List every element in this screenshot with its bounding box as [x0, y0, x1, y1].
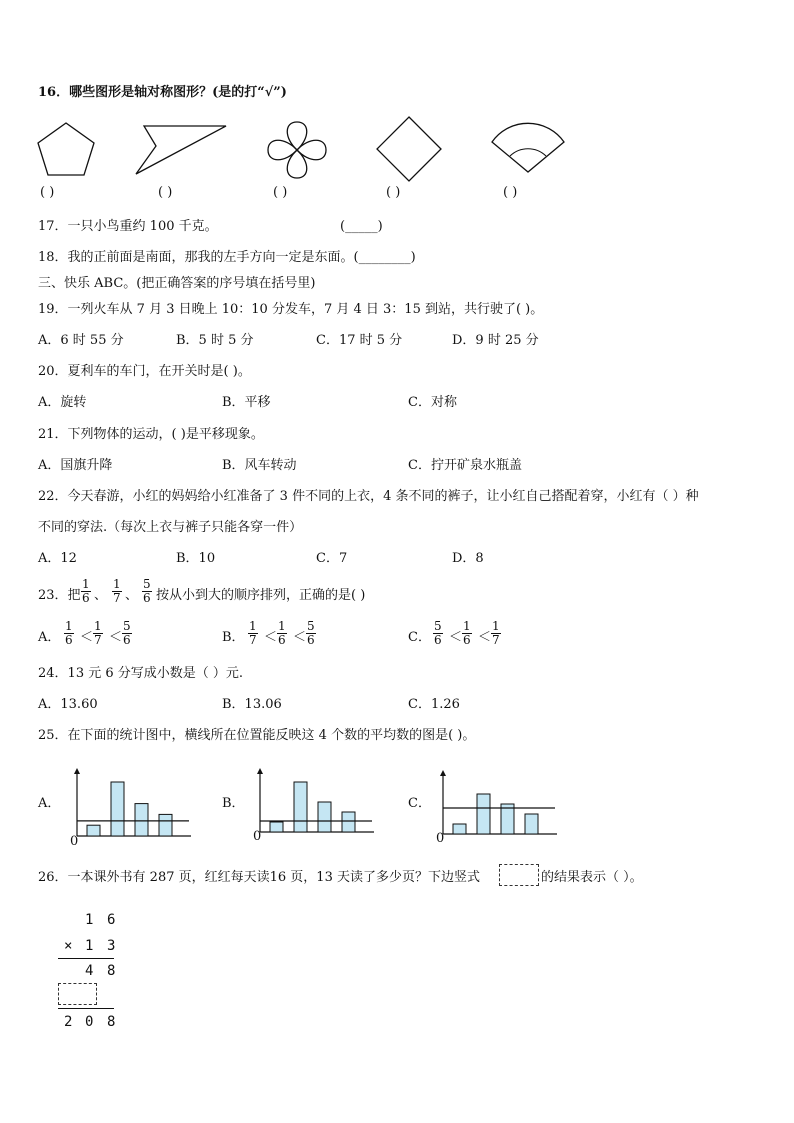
chart-c-bar-4	[525, 814, 538, 834]
q23-a-lt-1: ＜	[80, 630, 94, 645]
q23-c-lt-2: ＜	[478, 630, 492, 645]
q24-option-c[interactable]: C．1.26	[408, 697, 460, 712]
pentagon-shape	[38, 121, 96, 177]
mult-line-2	[58, 1008, 114, 1009]
q23-option-c-label[interactable]: C．	[408, 630, 431, 645]
chart-b-bar-1	[270, 822, 283, 832]
mult-row2-d1: 1	[85, 938, 94, 954]
mult-row1-d1: 1	[85, 912, 94, 928]
q18-prompt: 18．我的正前面是南面，那我的左手方向一定是东面。(________)	[38, 250, 416, 265]
mult-row2-d2: 3	[107, 938, 116, 954]
mult-dashed-box	[58, 983, 97, 1005]
q23-a-lt-2: ＜	[109, 630, 123, 645]
q24-option-a[interactable]: A．13.60	[38, 697, 98, 712]
chart-b-y-arrow	[257, 768, 263, 774]
q19-option-d[interactable]: D．9 时 25 分	[452, 333, 539, 348]
chart-c-y-arrow	[440, 770, 446, 776]
chart-c-bar-1	[453, 824, 466, 834]
q22-option-c[interactable]: C．7	[316, 551, 348, 566]
mult-times-sign: ×	[64, 938, 73, 954]
q24-option-b[interactable]: B．13.06	[222, 697, 282, 712]
q23-option-a-label[interactable]: A．	[38, 630, 61, 645]
q20-option-b[interactable]: B．平移	[222, 395, 271, 410]
q23-b-frac-1: $\frac{1}{7}$	[249, 619, 257, 647]
q26-prompt-part1: 26．一本课外书有 287 页，红红每天读16 页，13 天读了多少页？下边竖式	[38, 870, 480, 885]
q23-option-b-label[interactable]: B．	[222, 630, 245, 645]
chart-b-bar-4	[342, 812, 355, 832]
q25-chart-b	[258, 768, 376, 834]
q23-a-frac-1: $\frac{1}{6}$	[65, 619, 73, 647]
chart-a-bar-3	[135, 804, 148, 836]
q22-prompt-line1: 22．今天春游，小红的妈妈给小红准备了 3 件不同的上衣，4 条不同的裤子，让小红自己搭配着穿，小红有（ ）种	[38, 489, 699, 504]
q25-chart-c-zero: 0	[436, 831, 445, 846]
q24-prompt: 24．13 元 6 分写成小数是（ ）元.	[38, 666, 244, 681]
q20-option-c[interactable]: C．对称	[408, 395, 457, 410]
mult-row3-d2: 8	[107, 963, 116, 979]
q22-prompt-line2: 不同的穿法.（每次上衣与裤子只能各穿一件）	[38, 520, 303, 535]
chart-a-bar-2	[111, 782, 124, 836]
q22-option-b[interactable]: B．10	[176, 551, 216, 566]
chart-a-y-arrow	[74, 768, 80, 774]
q16-blank-4[interactable]: ( )	[386, 185, 401, 200]
q19-option-c[interactable]: C．17 时 5 分	[316, 333, 403, 348]
q23-a-frac-3: $\frac{5}{6}$	[123, 619, 131, 647]
q23-a-frac-2: $\frac{1}{7}$	[94, 619, 102, 647]
q16-prompt: 16．哪些图形是轴对称图形？(是的打“√”)	[38, 85, 287, 100]
q25-option-a-label[interactable]: A．	[38, 796, 61, 811]
q20-option-a[interactable]: A．旋转	[38, 395, 87, 410]
q16-blank-1[interactable]: ( )	[40, 185, 55, 200]
q25-option-b-label[interactable]: B．	[222, 796, 245, 811]
q23-c-lt-1: ＜	[449, 630, 463, 645]
q23-frac-1: $\frac{1}{6}$	[82, 577, 90, 605]
mult-row1-d2: 6	[107, 912, 116, 928]
q21-option-a[interactable]: A．国旗升降	[38, 458, 113, 473]
q23-frac-3: $\frac{5}{6}$	[143, 577, 151, 605]
chart-c-bar-2	[477, 794, 490, 834]
chart-a-bar-4	[159, 814, 172, 836]
chart-b-bar-3	[318, 802, 331, 832]
q23-c-frac-2: $\frac{1}{6}$	[463, 619, 471, 647]
q21-option-c[interactable]: C．拧开矿泉水瓶盖	[408, 458, 522, 473]
q23-sep-1: 、	[94, 588, 108, 603]
q23-suffix: 按从小到大的顺序排列，正确的是( )	[156, 588, 366, 603]
q25-chart-b-zero: 0	[253, 829, 262, 844]
chart-a-bar-1	[87, 825, 100, 836]
q16-blank-2[interactable]: ( )	[158, 185, 173, 200]
chart-b-bar-2	[294, 782, 307, 832]
q25-chart-a	[75, 768, 193, 838]
q19-option-b[interactable]: B．5 时 5 分	[176, 333, 254, 348]
mult-row3-d1: 4	[85, 963, 94, 979]
q23-b-frac-3: $\frac{5}{6}$	[307, 619, 315, 647]
q23-prefix: 23．把	[38, 588, 81, 603]
q23-c-frac-3: $\frac{1}{7}$	[492, 619, 500, 647]
q25-chart-c	[441, 770, 559, 836]
mult-row5-d2: 0	[85, 1014, 94, 1030]
q23-b-frac-2: $\frac{1}{6}$	[278, 619, 286, 647]
q25-option-c-label[interactable]: C．	[408, 796, 431, 811]
triangle-shape	[134, 124, 228, 176]
q23-frac-2: $\frac{1}{7}$	[113, 577, 121, 605]
q22-option-d[interactable]: D．8	[452, 551, 484, 566]
q25-chart-a-zero: 0	[70, 834, 79, 849]
q22-option-a[interactable]: A．12	[38, 551, 77, 566]
q21-option-b[interactable]: B．风车转动	[222, 458, 297, 473]
q17-prompt: 17．一只小鸟重约 100 千克。	[38, 219, 218, 234]
mult-row5-d1: 2	[64, 1014, 73, 1030]
four-leaf-shape	[266, 120, 328, 180]
fan-shape	[490, 118, 566, 174]
q23-b-lt-2: ＜	[293, 630, 307, 645]
q26-dashed-box	[499, 864, 539, 886]
mult-row5-d3: 8	[107, 1014, 116, 1030]
q23-c-frac-1: $\frac{5}{6}$	[434, 619, 442, 647]
q20-prompt: 20．夏利车的车门，在开关时是( )。	[38, 364, 251, 379]
q23-b-lt-1: ＜	[264, 630, 278, 645]
section-3-heading: 三、快乐 ABC。(把正确答案的序号填在括号里)	[38, 276, 316, 291]
q25-prompt: 25．在下面的统计图中，横线所在位置能反映这 4 个数的平均数的图是( )。	[38, 728, 476, 743]
q19-prompt: 19．一列火车从 7 月 3 日晚上 10：10 分发车，7 月 4 日 3：15 到站，共行驶了( )。	[38, 302, 544, 317]
q26-prompt-part2: 的结果表示（ ）。	[541, 870, 643, 885]
q16-blank-5[interactable]: ( )	[503, 185, 518, 200]
q23-sep-2: 、	[125, 588, 139, 603]
q17-blank[interactable]: (_____)	[340, 219, 383, 234]
q21-prompt: 21．下列物体的运动，( )是平移现象。	[38, 427, 264, 442]
diamond-shape	[376, 116, 442, 182]
q16-blank-3[interactable]: ( )	[273, 185, 288, 200]
mult-line-1	[58, 958, 114, 959]
q19-option-a[interactable]: A．6 时 55 分	[38, 333, 124, 348]
